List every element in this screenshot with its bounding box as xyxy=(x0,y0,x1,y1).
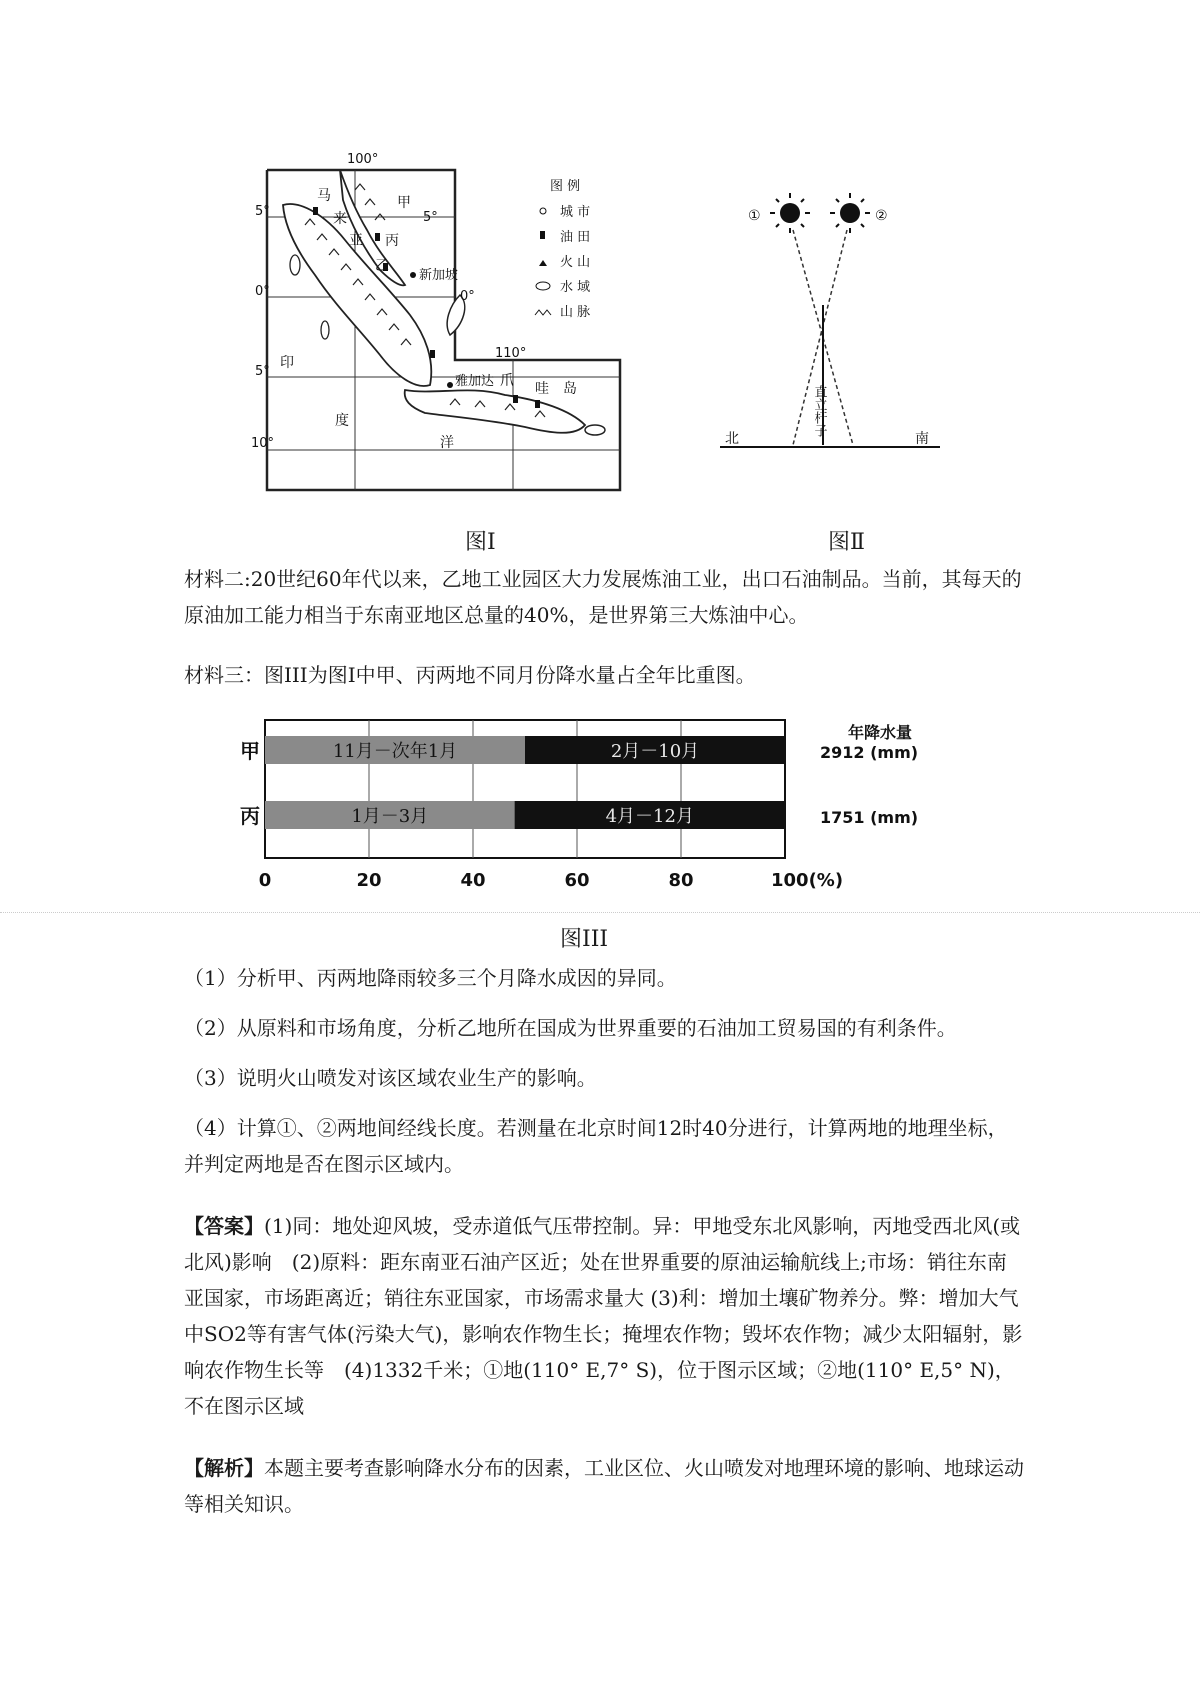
sun-1-icon xyxy=(770,193,810,233)
label-jakarta: 雅加达 xyxy=(455,374,495,389)
map-legend xyxy=(535,179,590,320)
label-yi: 乙 xyxy=(375,258,389,274)
lat-label-5n-right: 5° xyxy=(423,210,438,225)
lon-label-100: 100° xyxy=(347,152,379,167)
lat-label-5n-left: 5° xyxy=(255,204,270,219)
label-du: 度 xyxy=(335,413,349,429)
figure2-diagram xyxy=(715,175,945,495)
bar-segment-label: 11月－次年1月 xyxy=(332,741,458,762)
answer-text: (1)同：地处迎风坡，受赤道低气压带控制。异：甲地受东北风影响，丙地受西北风(或北风)影响 (2)原料：距东南亚石油产区近；处在世界重要的原油运输航线上;市场：销往东南亚国家，市场距离近；销往东亚国家，市场需求量大 (3)利：增加土壤矿物养分。弊：增加大气中SO2等有害气体(污染大气)，影响农作物生长；掩埋农作物；毁坏农作物；减少太阳辐射，影响农作物生长等 (4)1332千米；①地(110° E,7° S)，位于图示区域；②地(110° E,5° N)，不在图示区域 xyxy=(184,1214,1023,1418)
material2-paragraph: 材料二:20世纪60年代以来，乙地工业园区大力发展炼油工业，出口石油制品。当前，其每天的原油加工能力相当于东南亚地区总量的40%，是世界第三大炼油中心。 xyxy=(184,567,1022,627)
page-divider xyxy=(0,912,1200,913)
label-wa: 哇 xyxy=(535,381,549,397)
north-label: 北 xyxy=(725,431,739,447)
pole-label: 直立杆子 xyxy=(811,385,827,437)
x-tick-label: 80 xyxy=(668,870,694,891)
svg-text:城 市: 城 市 xyxy=(560,205,591,220)
x-tick-label: 60 xyxy=(564,870,590,891)
svg-text:水 域: 水 域 xyxy=(560,280,591,295)
lat-label-0-left: 0° xyxy=(255,284,270,299)
row-label: 甲 xyxy=(240,739,260,763)
annual-total: 1751 (mm) xyxy=(820,808,919,827)
label-ma: 马 xyxy=(317,188,331,204)
svg-text:山 脉: 山 脉 xyxy=(560,305,591,320)
bar-segment-label: 4月－12月 xyxy=(605,806,694,827)
question-3: （3）说明火山喷发对该区域农业生产的影响。 xyxy=(184,1066,597,1090)
label-zhao: 爪 xyxy=(500,373,514,389)
label-bing: 丙 xyxy=(385,233,399,249)
analysis-paragraph xyxy=(184,1450,1024,1522)
annual-header: 年降水量 xyxy=(848,723,913,742)
row-label: 丙 xyxy=(240,804,260,828)
x-tick-label: 40 xyxy=(460,870,486,891)
annual-total: 2912 (mm) xyxy=(820,743,919,762)
question-2: （2）从原料和市场角度，分析乙地所在国成为世界重要的石油加工贸易国的有利条件。 xyxy=(184,1016,957,1040)
sun-2-label: ② xyxy=(875,208,888,224)
south-label: 南 xyxy=(915,431,929,447)
svg-text:火 山: 火 山 xyxy=(560,255,591,270)
lat-label-5s: 5° xyxy=(255,364,270,379)
lat-label-10s: 10° xyxy=(251,436,275,451)
svg-text:油 田: 油 田 xyxy=(560,230,591,245)
label-yang: 洋 xyxy=(440,435,454,451)
answer-paragraph xyxy=(184,1208,1024,1424)
label-singapore: 新加坡 xyxy=(419,268,459,283)
figure1-caption: 图Ⅰ xyxy=(465,530,496,555)
figure1-map xyxy=(251,145,655,500)
x-tick-label: 0 xyxy=(258,870,272,891)
figure2-caption: 图Ⅱ xyxy=(828,530,865,555)
label-ya: 亚 xyxy=(349,233,363,249)
figure3-chart xyxy=(240,708,970,908)
question-4: （4）计算①、②两地间经线长度。若测量在北京时间12时40分进行，计算两地的地理坐标，并判定两地是否在图示区域内。 xyxy=(184,1116,1008,1176)
question-1: （1）分析甲、丙两地降雨较多三个月降水成因的异同。 xyxy=(184,966,677,990)
lat-label-0-right: 0° xyxy=(460,289,475,304)
label-jia: 甲 xyxy=(397,195,411,211)
figure3-caption: 图III xyxy=(560,927,609,952)
label-dao: 岛 xyxy=(563,381,577,397)
bar-segment-label: 1月－3月 xyxy=(351,806,429,827)
sun-2-icon xyxy=(830,193,870,233)
x-tick-label: 20 xyxy=(356,870,382,891)
java-island xyxy=(405,390,585,433)
label-lai: 来 xyxy=(333,211,347,227)
label-yin: 印 xyxy=(280,355,294,371)
bar-segment-label: 2月－10月 xyxy=(610,741,700,762)
material3-paragraph: 材料三：图III为图I中甲、丙两地不同月份降水量占全年比重图。 xyxy=(184,663,756,687)
analysis-label: 【解析】 xyxy=(184,1456,264,1480)
sun-1-label: ① xyxy=(748,208,761,224)
x-tick-label: 100(%) xyxy=(771,870,844,891)
svg-text:图 例: 图 例 xyxy=(550,179,581,194)
lon-label-110: 110° xyxy=(495,346,527,361)
answer-label: 【答案】 xyxy=(184,1214,264,1238)
analysis-text: 本题主要考查影响降水分布的因素，工业区位、火山喷发对地理环境的影响、地球运动等相关知识。 xyxy=(184,1456,1024,1516)
